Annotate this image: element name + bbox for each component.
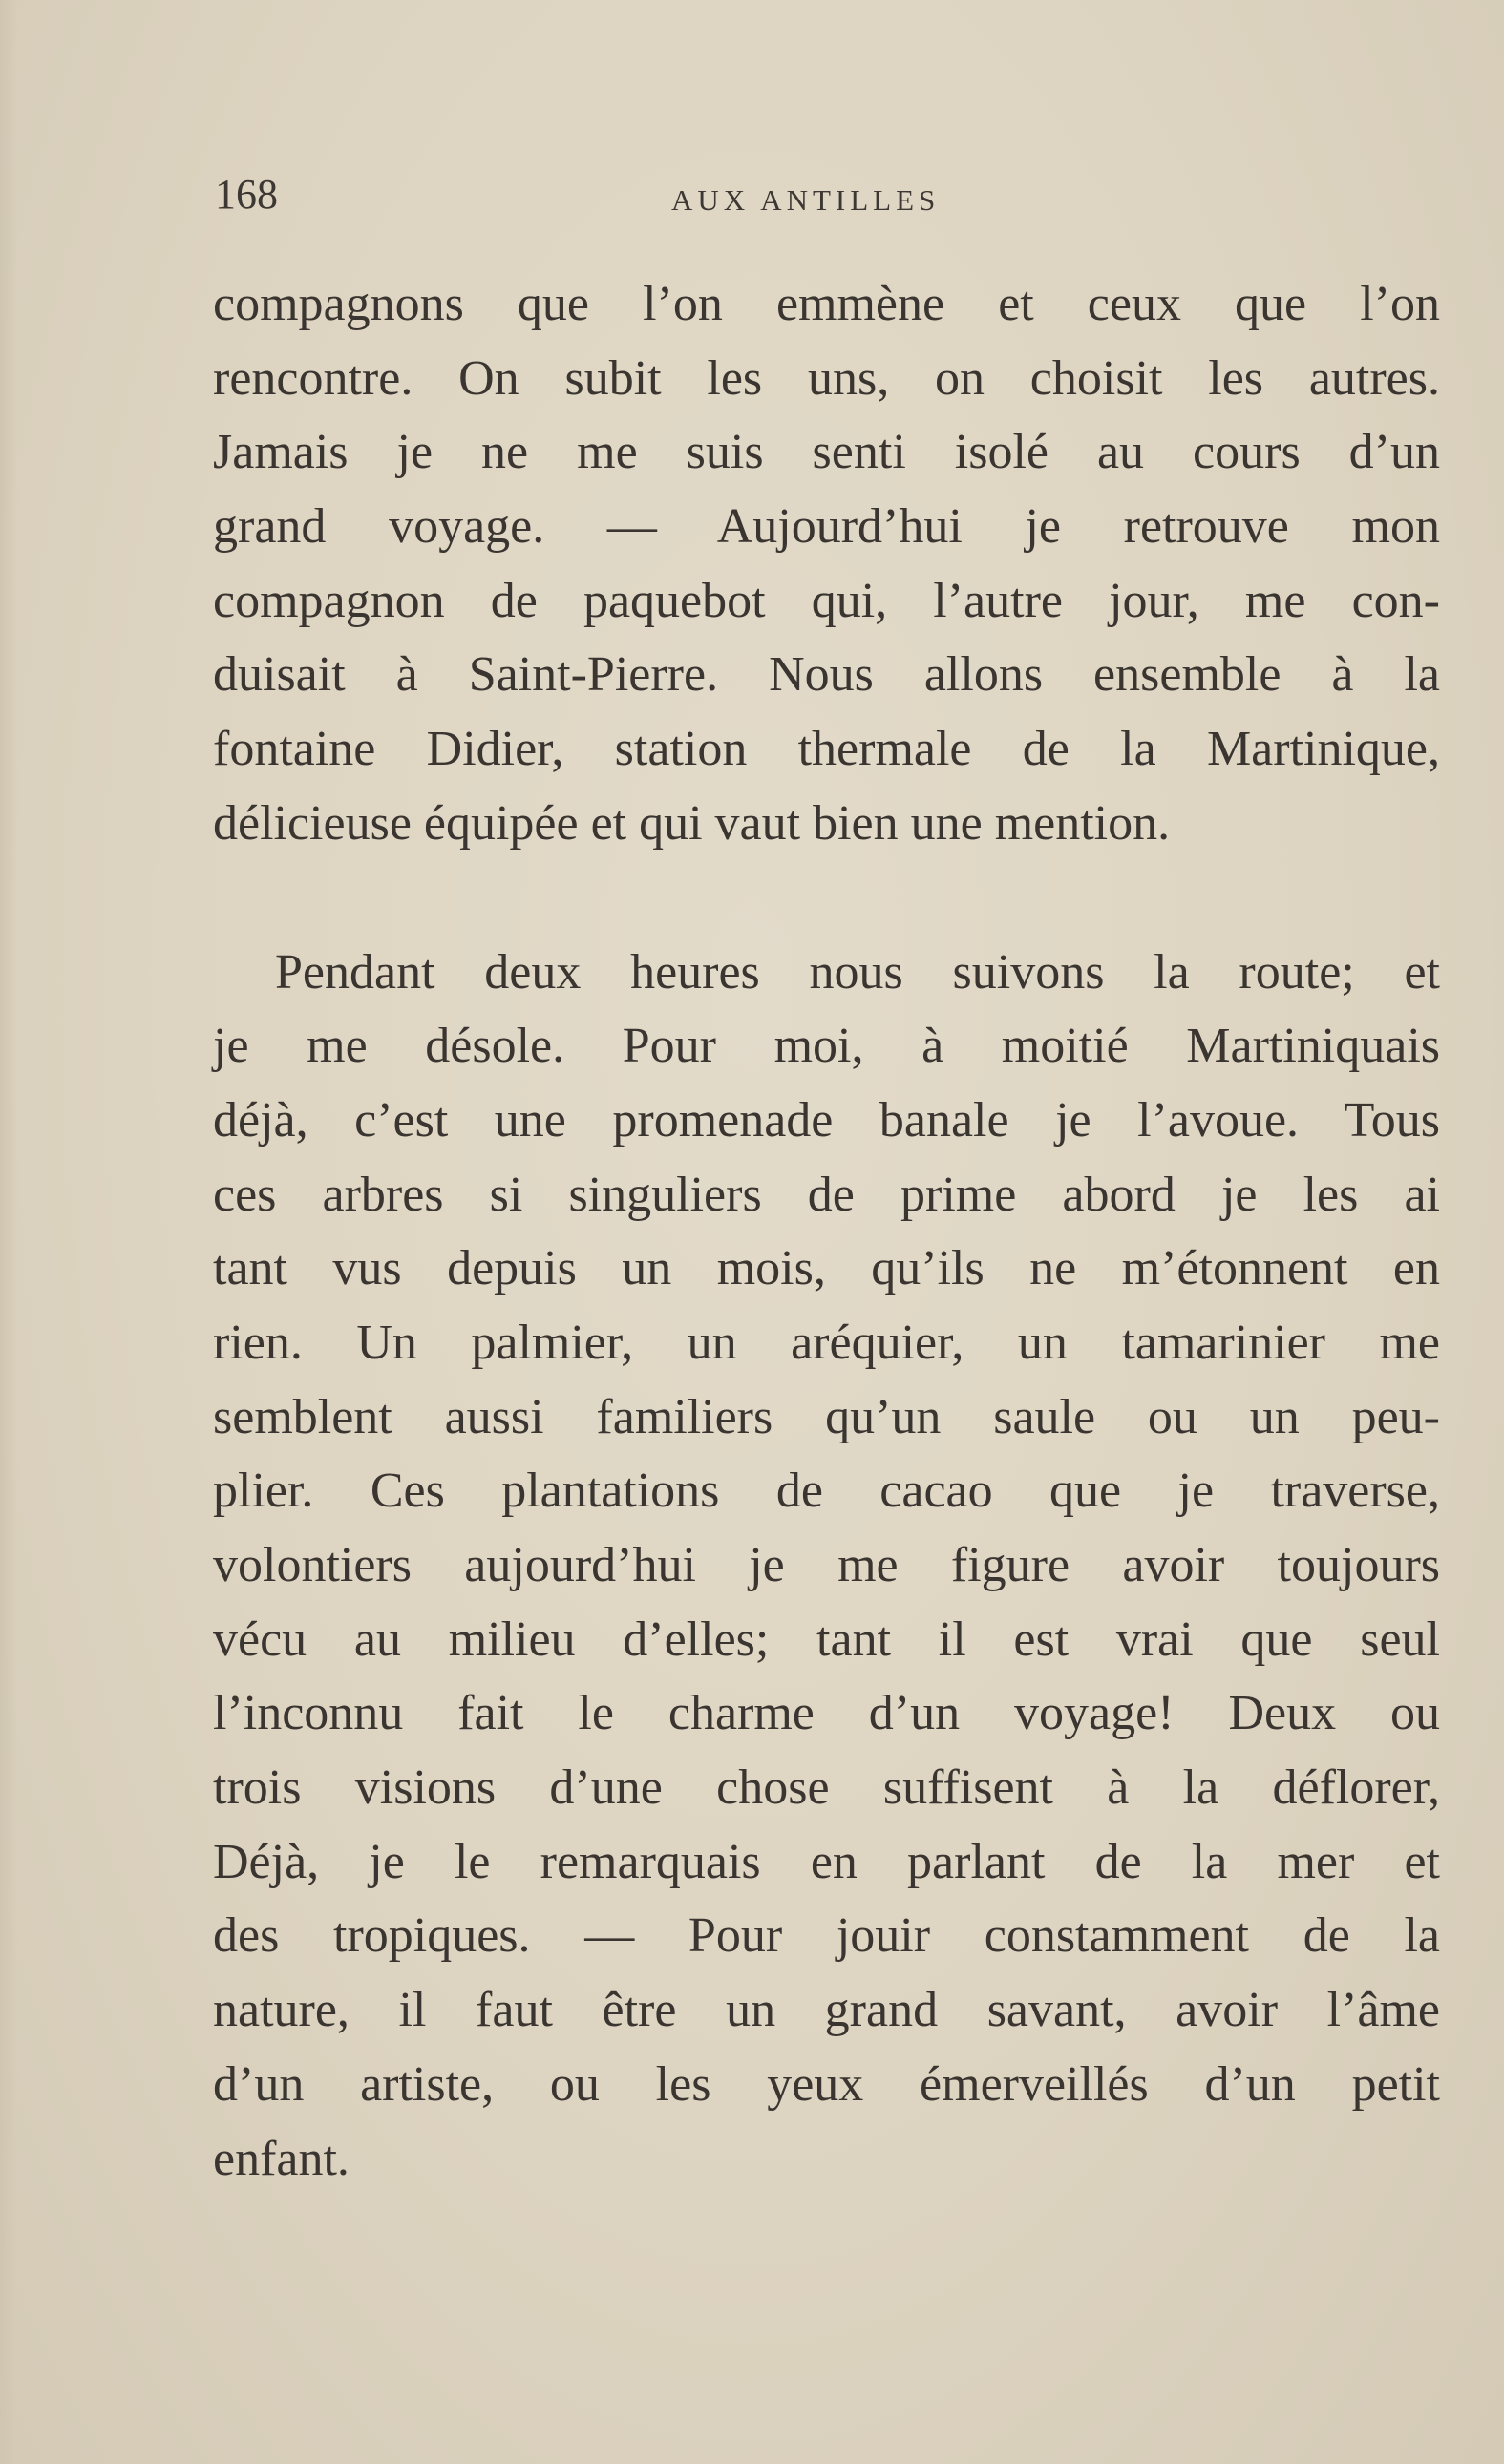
paragraph-break bbox=[213, 861, 1440, 936]
text-line: enfant. bbox=[213, 2131, 350, 2186]
text-line: rencontre. On subit les uns, on choisit les autres. bbox=[213, 350, 1440, 406]
text-line: compagnons que l’on emmène et ceux que l’on bbox=[213, 277, 1440, 331]
text-line: délicieuse équipée et qui vaut bien une mention. bbox=[213, 795, 1171, 851]
paragraph-1 bbox=[213, 267, 1440, 861]
text-line: tant vus depuis un mois, qu’ils ne m’étonnent en bbox=[213, 1241, 1440, 1296]
text-line: semblent aussi familiers qu’un saule ou un peu- bbox=[213, 1389, 1440, 1444]
text-line: des tropiques. — Pour jouir constamment de la bbox=[213, 1908, 1440, 1964]
text-line: trois visions d’une chose suffisent à la déflorer, bbox=[213, 1760, 1440, 1816]
text-line: nature, il faut être un grand savant, avoir l’âme bbox=[213, 1983, 1440, 2038]
page-header bbox=[215, 170, 1437, 227]
text-line: vécu au milieu d’elles; tant il est vrai que seul bbox=[213, 1611, 1440, 1667]
text-line: fontaine Didier, station thermale de la Martinique, bbox=[213, 722, 1440, 777]
text-line: ces arbres si singuliers de prime abord je les ai bbox=[213, 1167, 1440, 1222]
text-line: d’un artiste, ou les yeux émerveillés d’un petit bbox=[213, 2056, 1440, 2112]
running-title: AUX ANTILLES bbox=[671, 183, 941, 217]
text-line: duisait à Saint-Pierre. Nous allons ensemble à la bbox=[213, 647, 1440, 703]
paragraph-2 bbox=[213, 936, 1440, 2197]
page-number: 168 bbox=[215, 171, 278, 218]
text-line: Jamais je ne me suis senti isolé au cours d’un bbox=[213, 425, 1440, 480]
text-line: Déjà, je le remarquais en parlant de la mer et bbox=[213, 1834, 1440, 1889]
text-line: grand voyage. — Aujourd’hui je retrouve mon bbox=[213, 499, 1440, 555]
body-text bbox=[213, 267, 1440, 2196]
text-line: l’inconnu fait le charme d’un voyage! Deux ou bbox=[213, 1686, 1440, 1741]
page-edge-shadow bbox=[0, 0, 17, 2464]
text-line: plier. Ces plantations de cacao que je traverse, bbox=[213, 1464, 1440, 1519]
text-line: compagnon de paquebot qui, l’autre jour, me con- bbox=[213, 573, 1440, 628]
text-line: Pendant deux heures nous suivons la route; et bbox=[275, 944, 1440, 1000]
text-line: volontiers aujourd’hui je me figure avoir toujours bbox=[213, 1538, 1440, 1592]
text-line: déjà, c’est une promenade banale je l’avoue. Tous bbox=[213, 1092, 1440, 1148]
text-line: je me désole. Pour moi, à moitié Martiniquais bbox=[213, 1019, 1440, 1074]
text-line: rien. Un palmier, un aréquier, un tamarinier me bbox=[213, 1315, 1440, 1370]
